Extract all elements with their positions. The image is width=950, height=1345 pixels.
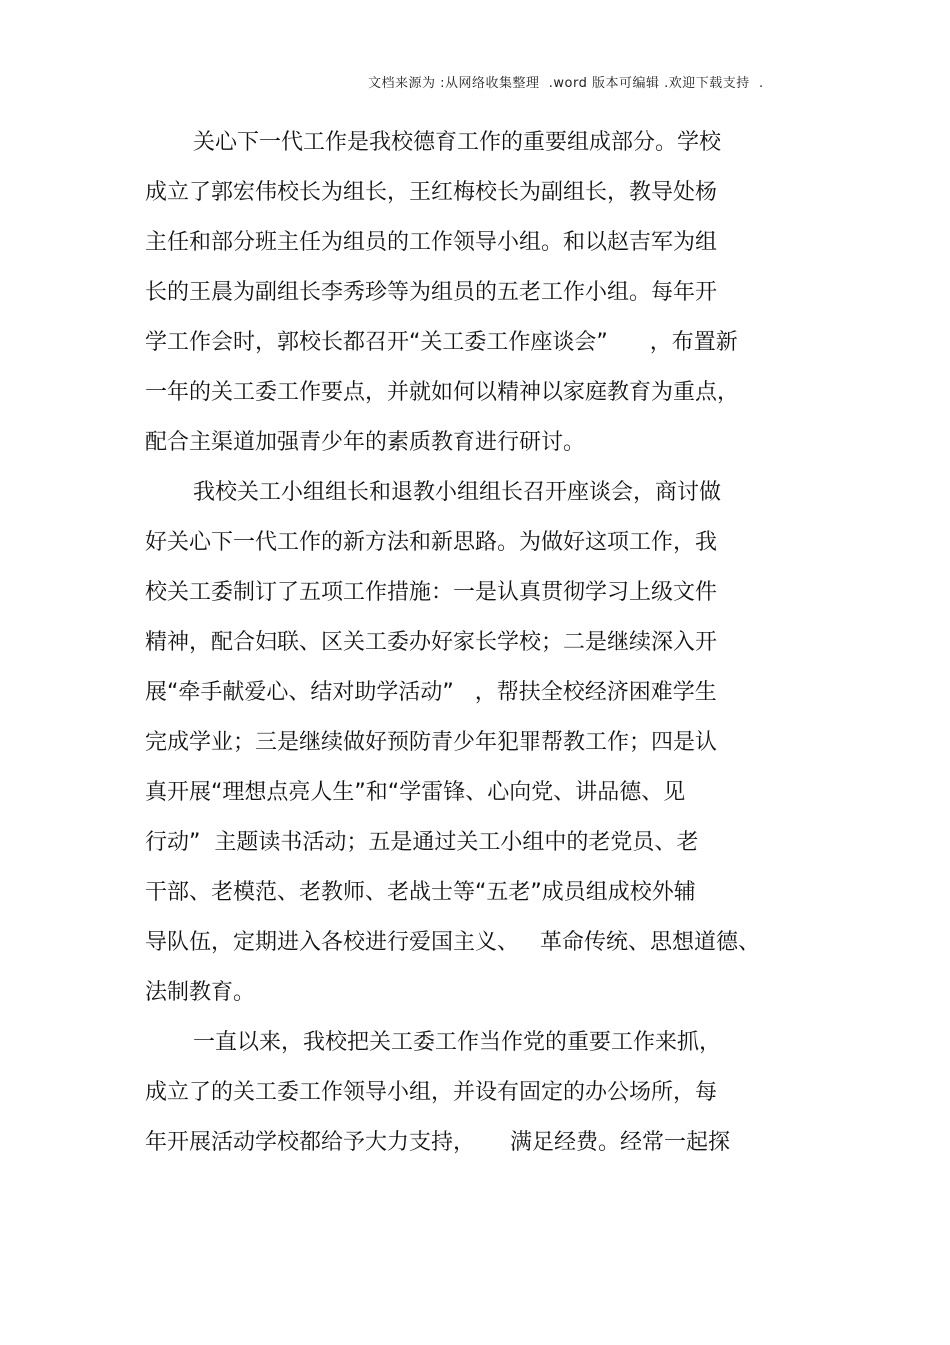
text-line: 学工作会时，郭校长都召开“关工委工作座谈会” ，布置新 xyxy=(145,330,738,355)
text-line: 配合主渠道加强青少年的素质教育进行研讨。 xyxy=(145,430,586,455)
text-line: 年开展活动学校都给予大力支持， 满足经费。经常一起探 xyxy=(145,1130,730,1155)
text-line: 我校关工小组组长和退教小组组长召开座谈会，商讨做 xyxy=(193,480,722,505)
text-line: 导队伍，定期进入各校进行爱国主义、 革命传统、思想道德、 xyxy=(145,930,760,955)
text-line: 法制教育。 xyxy=(145,980,256,1005)
text-line: 精神，配合妇联、区关工委办好家长学校；二是继续深入开 xyxy=(145,630,718,655)
text-line: 长的王晨为副组长李秀珍等为组员的五老工作小组。每年开 xyxy=(145,280,718,305)
text-line: 完成学业；三是继续做好预防青少年犯罪帮教工作；四是认 xyxy=(145,730,718,755)
text-line: 真开展“理想点亮人生”和“学雷锋、心向党、讲品德、见 xyxy=(145,780,686,805)
text-line: 好关心下一代工作的新方法和新思路。为做好这项工作，我 xyxy=(145,530,718,555)
text-line: 一直以来，我校把关工委工作当作党的重要工作来抓， xyxy=(193,1030,722,1055)
text-line: 行动” 主题读书活动；五是通过关工小组中的老党员、老 xyxy=(145,830,699,855)
text-line: 展“牵手献爱心、结对助学活动” ，帮扶全校经济困难学生 xyxy=(145,680,717,705)
text-line: 一年的关工委工作要点，并就如何以精神以家庭教育为重点， xyxy=(145,380,740,405)
text-line: 校关工委制订了五项工作措施：一是认真贯彻学习上级文件 xyxy=(145,580,718,605)
text-line: 主任和部分班主任为组员的工作领导小组。和以赵吉军为组 xyxy=(145,230,718,255)
text-line: 关心下一代工作是我校德育工作的重要组成部分。学校 xyxy=(193,130,722,155)
text-line: 干部、老模范、老教师、老战士等“五老”成员组成校外辅 xyxy=(145,880,696,905)
text-line: 成立了郭宏伟校长为组长，王红梅校长为副组长，教导处杨 xyxy=(145,180,718,205)
page-header: 文档来源为 :从网络收集整理 .word 版本可编辑 .欢迎下载支持 . xyxy=(368,76,764,91)
text-line: 成立了的关工委工作领导小组，并设有固定的办公场所，每 xyxy=(145,1080,718,1105)
